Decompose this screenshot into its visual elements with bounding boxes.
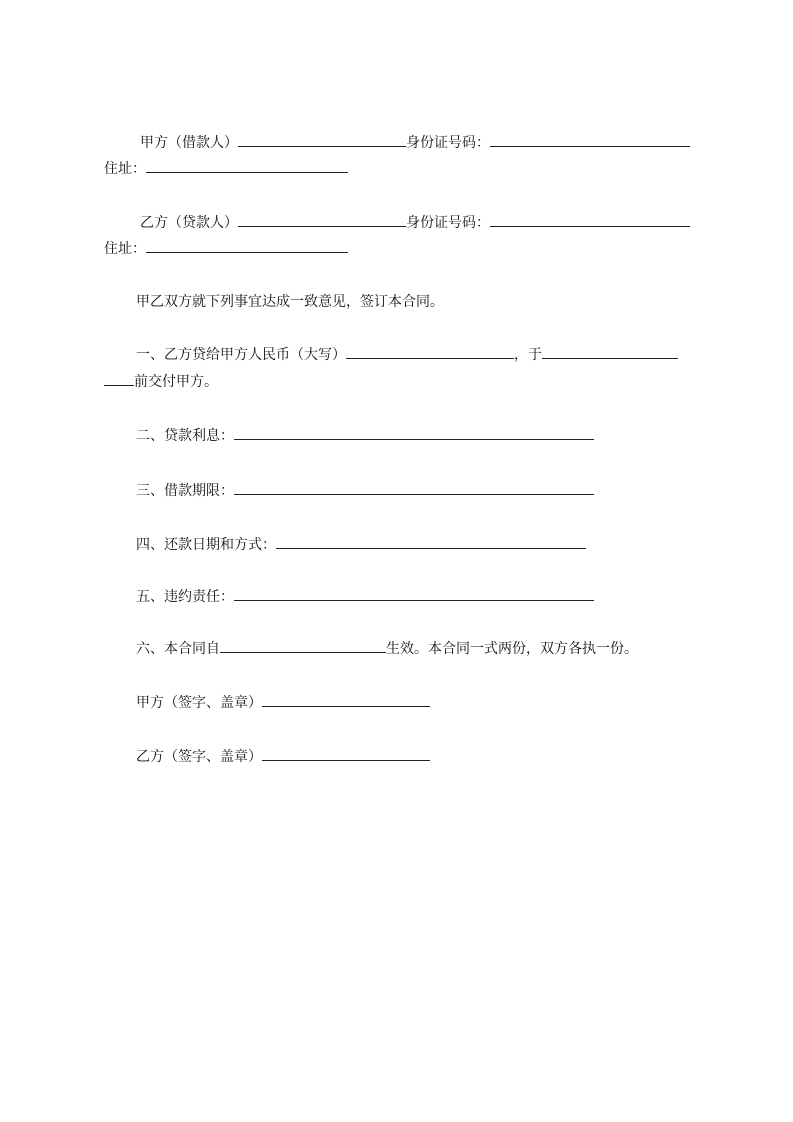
clause-5-line [136, 586, 594, 607]
party-b-name-blank[interactable] [238, 212, 406, 227]
party-a-id-blank[interactable] [490, 132, 690, 147]
clause-1-date-blank[interactable] [542, 344, 678, 359]
party-b-label: 乙方（贷款人） [140, 215, 238, 231]
clause-1-suffix: 前交付甲方。 [134, 374, 218, 390]
clause-2-blank[interactable] [234, 425, 594, 440]
party-b-address-label: 住址： [104, 241, 146, 257]
clause-6-suffix: 生效。本合同一式两份，双方各执一份。 [386, 641, 638, 657]
party-a-address-line [104, 158, 348, 179]
party-a-id-label: 身份证号码： [406, 135, 490, 151]
party-a-label: 甲方（借款人） [140, 135, 238, 151]
clause-6-line [136, 638, 638, 659]
party-b-address-line [104, 238, 348, 259]
clause-6-prefix: 六、本合同自 [136, 641, 220, 657]
party-a-name-blank[interactable] [238, 132, 406, 147]
party-a-line [140, 132, 690, 153]
party-b-line [140, 212, 690, 233]
clause-2-label: 二、贷款利息： [136, 428, 234, 444]
signature-a-blank[interactable] [262, 692, 430, 707]
clause-3-label: 三、借款期限： [136, 483, 234, 499]
signature-a-line [136, 692, 430, 713]
party-a-address-blank[interactable] [146, 158, 348, 173]
clause-6-date-blank[interactable] [220, 638, 386, 653]
signature-b-blank[interactable] [262, 746, 430, 761]
party-a-address-label: 住址： [104, 161, 146, 177]
clause-3-blank[interactable] [234, 480, 594, 495]
signature-a-label: 甲方（签字、盖章） [136, 695, 262, 711]
party-b-id-label: 身份证号码： [406, 215, 490, 231]
clause-4-blank[interactable] [276, 534, 586, 549]
clause-2-line [136, 425, 594, 446]
clause-4-label: 四、还款日期和方式： [136, 537, 276, 553]
signature-b-label: 乙方（签字、盖章） [136, 749, 262, 765]
party-b-id-blank[interactable] [490, 212, 690, 227]
clause-1-prefix: 一、乙方贷给甲方人民币（大写） [136, 347, 346, 363]
clause-5-blank[interactable] [234, 586, 594, 601]
clause-1-line [136, 344, 678, 365]
clause-5-label: 五、违约责任： [136, 589, 234, 605]
clause-4-line [136, 534, 586, 555]
clause-1-date-blank-cont[interactable] [104, 371, 134, 386]
party-b-address-blank[interactable] [146, 238, 348, 253]
clause-3-line [136, 480, 594, 501]
clause-1-amount-blank[interactable] [346, 344, 514, 359]
clause-1-continuation [104, 371, 218, 392]
clause-1-mid: ，于 [514, 347, 542, 363]
signature-b-line [136, 746, 430, 767]
intro-text: 甲乙双方就下列事宜达成一致意见，签订本合同。 [136, 294, 444, 310]
